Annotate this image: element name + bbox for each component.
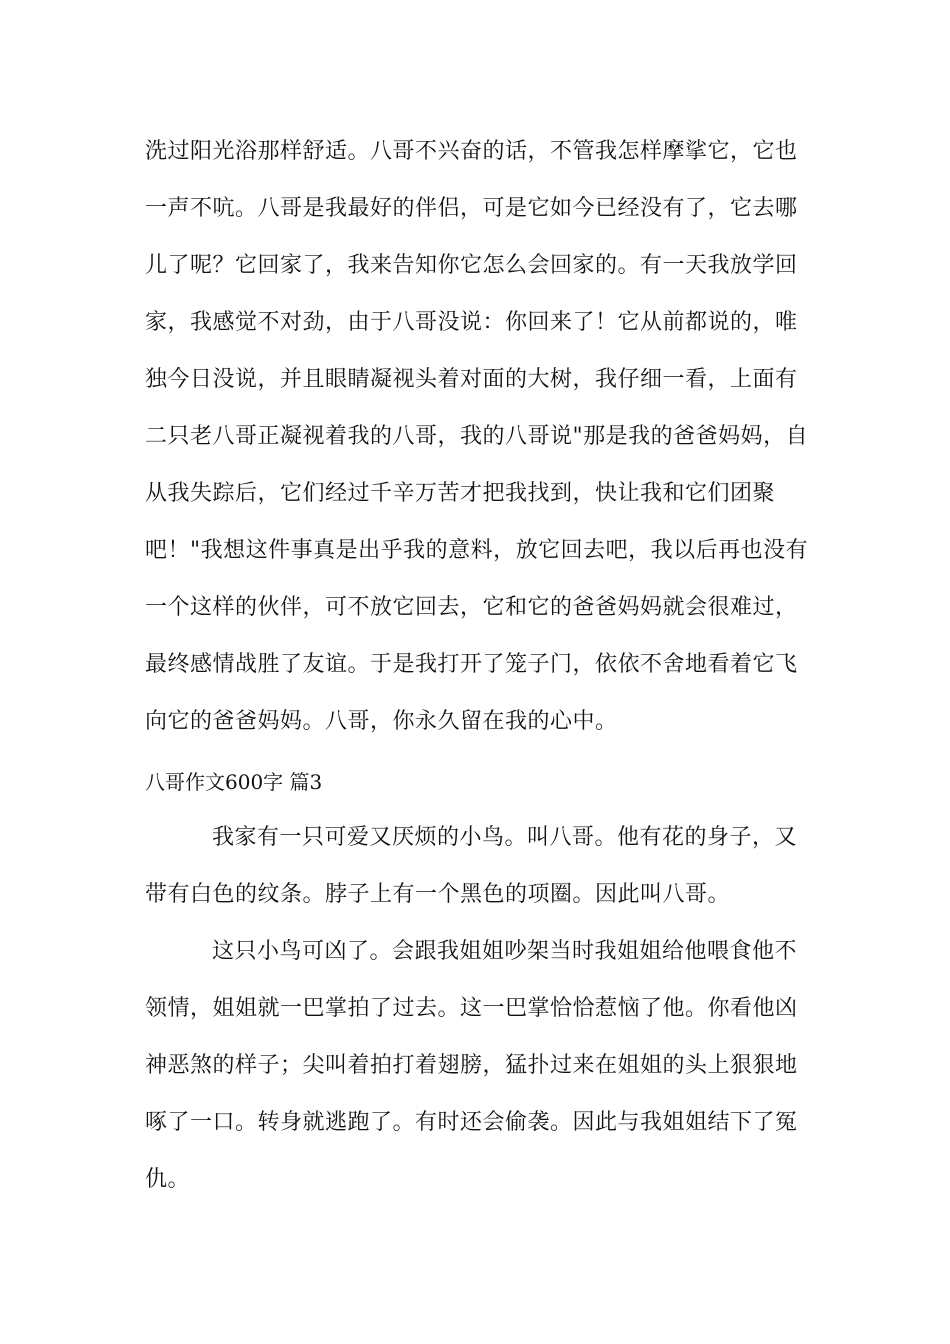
paragraph-line: 这只小鸟可凶了。会跟我姐姐吵架当时我姐姐给他喂食他不 bbox=[212, 939, 798, 964]
paragraph-line: 我家有一只可爱又厌烦的小鸟。叫八哥。他有花的身子，又 bbox=[212, 825, 798, 850]
text-line: 二只老八哥正凝视着我的八哥，我的八哥说"那是我的爸爸妈妈，自 bbox=[145, 424, 809, 449]
paragraph-line: 仇。 bbox=[145, 1167, 191, 1192]
text-line: 一声不吭。八哥是我最好的伴侣，可是它如今已经没有了，它去哪 bbox=[145, 196, 798, 221]
paragraph-line: 带有白色的纹条。脖子上有一个黑色的项圈。因此叫八哥。 bbox=[145, 882, 731, 907]
text-line: 家，我感觉不对劲，由于八哥没说：你回来了！它从前都说的，唯 bbox=[145, 310, 798, 335]
paragraph-line: 啄了一口。转身就逃跑了。有时还会偷袭。因此与我姐姐结下了冤 bbox=[145, 1110, 798, 1135]
text-line: 一个这样的伙伴，可不放它回去，它和它的爸爸妈妈就会很难过， bbox=[145, 595, 798, 620]
text-line: 从我失踪后，它们经过千辛万苦才把我找到，快让我和它们团聚 bbox=[145, 481, 776, 506]
section-heading: 八哥作文600字 篇3 bbox=[145, 770, 323, 794]
paragraph-line: 神恶煞的样子；尖叫着拍打着翅膀，猛扑过来在姐姐的头上狠狠地 bbox=[145, 1053, 798, 1078]
paragraph-line: 领情，姐姐就一巴掌拍了过去。这一巴掌恰恰惹恼了他。你看他凶 bbox=[145, 996, 798, 1021]
text-line: 洗过阳光浴那样舒适。八哥不兴奋的话，不管我怎样摩挲它，它也 bbox=[145, 139, 798, 164]
text-line: 儿了呢？它回家了，我来告知你它怎么会回家的。有一天我放学回 bbox=[145, 253, 798, 278]
text-line: 独今日没说，并且眼睛凝视头着对面的大树，我仔细一看，上面有 bbox=[145, 367, 798, 392]
text-line: 向它的爸爸妈妈。八哥，你永久留在我的心中。 bbox=[145, 709, 618, 734]
text-line: 吧！"我想这件事真是出乎我的意料，放它回去吧，我以后再也没有 bbox=[145, 538, 809, 563]
text-line: 最终感情战胜了友谊。于是我打开了笼子门，依依不舍地看着它飞 bbox=[145, 652, 798, 677]
